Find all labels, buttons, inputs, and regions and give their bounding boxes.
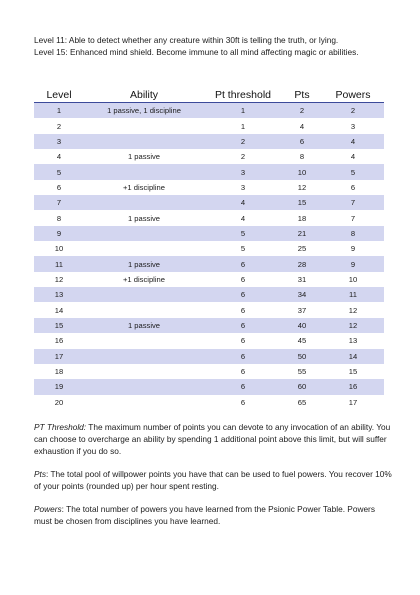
intro-text	[34, 34, 394, 58]
cell-pts: 60	[282, 379, 322, 394]
level-15-feature: Level 15: Enhanced mind shield. Become immune to all mind affecting magic or abilities.	[34, 47, 359, 57]
table-row	[34, 333, 384, 348]
cell-powers: 11	[322, 287, 384, 302]
note-powers	[34, 503, 394, 527]
cell-pt-threshold: 2	[204, 149, 282, 164]
cell-ability	[84, 134, 204, 149]
cell-pt-threshold: 6	[204, 256, 282, 271]
cell-pt-threshold: 6	[204, 349, 282, 364]
cell-pts: 4	[282, 118, 322, 133]
cell-ability	[84, 379, 204, 394]
cell-level: 2	[34, 118, 84, 133]
cell-powers: 9	[322, 241, 384, 256]
cell-pts: 34	[282, 287, 322, 302]
cell-pts: 8	[282, 149, 322, 164]
note-pts-text: : The total pool of willpower points you have that can be used to fuel powers. You recover 10% of your points (rounded up) per hour spent resting.	[34, 469, 392, 491]
cell-level: 15	[34, 318, 84, 333]
cell-ability: +1 discipline	[84, 180, 204, 195]
cell-level: 12	[34, 272, 84, 287]
cell-level: 6	[34, 180, 84, 195]
cell-ability	[84, 118, 204, 133]
cell-pt-threshold: 6	[204, 379, 282, 394]
table-row	[34, 134, 384, 149]
cell-powers: 7	[322, 195, 384, 210]
cell-powers: 5	[322, 164, 384, 179]
cell-pt-threshold: 2	[204, 134, 282, 149]
cell-ability	[84, 364, 204, 379]
cell-ability	[84, 333, 204, 348]
notes-section	[34, 421, 394, 538]
table-header-row	[34, 86, 384, 103]
table-row	[34, 287, 384, 302]
table-row	[34, 241, 384, 256]
header-pt-threshold: Pt threshold	[204, 86, 282, 103]
cell-pt-threshold: 5	[204, 226, 282, 241]
header-ability: Ability	[84, 86, 204, 103]
cell-level: 13	[34, 287, 84, 302]
cell-ability: +1 discipline	[84, 272, 204, 287]
table-row	[34, 118, 384, 133]
cell-ability	[84, 226, 204, 241]
cell-powers: 12	[322, 318, 384, 333]
cell-pt-threshold: 1	[204, 103, 282, 119]
cell-level: 18	[34, 364, 84, 379]
cell-level: 5	[34, 164, 84, 179]
cell-level: 19	[34, 379, 84, 394]
table-row	[34, 195, 384, 210]
cell-pt-threshold: 6	[204, 364, 282, 379]
table-row	[34, 149, 384, 164]
cell-pt-threshold: 1	[204, 118, 282, 133]
cell-level: 3	[34, 134, 84, 149]
cell-pts: 10	[282, 164, 322, 179]
psionic-progression-table	[34, 86, 384, 410]
header-pts: Pts	[282, 86, 322, 103]
header-level: Level	[34, 86, 84, 103]
cell-pts: 37	[282, 302, 322, 317]
cell-level: 17	[34, 349, 84, 364]
table-row	[34, 180, 384, 195]
cell-pt-threshold: 3	[204, 164, 282, 179]
cell-pts: 12	[282, 180, 322, 195]
table-row	[34, 226, 384, 241]
note-pt-threshold-text: The maximum number of points you can devote to any invocation of an ability. You can choose to overcharge an ability by spending 1 additional point above this limit, but will suffer exhaustion if you do so.	[34, 422, 391, 456]
cell-pts: 45	[282, 333, 322, 348]
note-powers-term: Powers	[34, 504, 62, 514]
cell-level: 16	[34, 333, 84, 348]
cell-pts: 15	[282, 195, 322, 210]
table-row	[34, 103, 384, 119]
note-pt-threshold-term: PT Threshold:	[34, 422, 87, 432]
note-pts	[34, 468, 394, 492]
cell-powers: 9	[322, 256, 384, 271]
note-pt-threshold	[34, 421, 394, 457]
cell-ability: 1 passive	[84, 318, 204, 333]
table-row	[34, 256, 384, 271]
cell-powers: 10	[322, 272, 384, 287]
cell-pts: 28	[282, 256, 322, 271]
note-pts-term: Pts	[34, 469, 46, 479]
cell-level: 10	[34, 241, 84, 256]
cell-level: 1	[34, 103, 84, 119]
cell-ability	[84, 302, 204, 317]
table-body	[34, 103, 384, 410]
cell-ability	[84, 349, 204, 364]
cell-ability	[84, 164, 204, 179]
cell-powers: 15	[322, 364, 384, 379]
cell-powers: 6	[322, 180, 384, 195]
table-row	[34, 349, 384, 364]
cell-ability: 1 passive	[84, 210, 204, 225]
table-row	[34, 302, 384, 317]
table-row	[34, 318, 384, 333]
note-powers-text: : The total number of powers you have learned from the Psionic Power Table. Powers must be chosen from disciplines you have learned.	[34, 504, 375, 526]
cell-pts: 2	[282, 103, 322, 119]
cell-pts: 21	[282, 226, 322, 241]
cell-pt-threshold: 6	[204, 272, 282, 287]
cell-powers: 8	[322, 226, 384, 241]
table-row	[34, 379, 384, 394]
cell-pt-threshold: 6	[204, 302, 282, 317]
cell-ability	[84, 395, 204, 410]
table-row	[34, 395, 384, 410]
cell-powers: 3	[322, 118, 384, 133]
level-11-feature: Level 11: Able to detect whether any creature within 30ft is telling the truth, or lying.	[34, 35, 339, 45]
cell-powers: 14	[322, 349, 384, 364]
table-row	[34, 364, 384, 379]
cell-pt-threshold: 6	[204, 318, 282, 333]
cell-level: 8	[34, 210, 84, 225]
cell-pt-threshold: 5	[204, 241, 282, 256]
cell-powers: 13	[322, 333, 384, 348]
cell-pts: 25	[282, 241, 322, 256]
cell-powers: 4	[322, 134, 384, 149]
cell-level: 20	[34, 395, 84, 410]
cell-powers: 12	[322, 302, 384, 317]
cell-powers: 4	[322, 149, 384, 164]
cell-pts: 31	[282, 272, 322, 287]
cell-level: 11	[34, 256, 84, 271]
cell-pts: 65	[282, 395, 322, 410]
cell-level: 4	[34, 149, 84, 164]
cell-pt-threshold: 4	[204, 210, 282, 225]
cell-ability: 1 passive	[84, 256, 204, 271]
cell-pts: 40	[282, 318, 322, 333]
cell-ability	[84, 195, 204, 210]
cell-pts: 18	[282, 210, 322, 225]
cell-pts: 50	[282, 349, 322, 364]
cell-powers: 7	[322, 210, 384, 225]
cell-pt-threshold: 4	[204, 195, 282, 210]
cell-powers: 16	[322, 379, 384, 394]
cell-ability	[84, 287, 204, 302]
table-row	[34, 164, 384, 179]
cell-pts: 6	[282, 134, 322, 149]
cell-ability: 1 passive	[84, 149, 204, 164]
cell-ability	[84, 241, 204, 256]
cell-powers: 17	[322, 395, 384, 410]
table-row	[34, 210, 384, 225]
cell-pt-threshold: 6	[204, 395, 282, 410]
cell-powers: 2	[322, 103, 384, 119]
cell-level: 9	[34, 226, 84, 241]
table-row	[34, 272, 384, 287]
cell-level: 7	[34, 195, 84, 210]
cell-level: 14	[34, 302, 84, 317]
cell-ability: 1 passive, 1 discipline	[84, 103, 204, 119]
cell-pts: 55	[282, 364, 322, 379]
cell-pt-threshold: 3	[204, 180, 282, 195]
header-powers: Powers	[322, 86, 384, 103]
cell-pt-threshold: 6	[204, 333, 282, 348]
cell-pt-threshold: 6	[204, 287, 282, 302]
